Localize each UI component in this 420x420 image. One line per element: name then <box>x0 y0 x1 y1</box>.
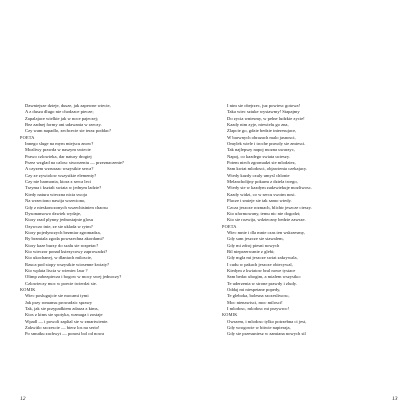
verse-line: Czy ze zywiolow wszystkie elementy? <box>25 172 97 178</box>
verse-line: Kto sie rozwija, wdzieczny bedzie zawsze. <box>227 217 306 223</box>
verse-line: Kto ukochanej, w dlaniach miloscie, <box>25 255 93 261</box>
verse-line: Te gleboka, bolesna szczesliwosc, <box>227 293 290 299</box>
right-page <box>222 103 402 338</box>
verse-line: Moc nienawisci, moc milosci! <box>227 299 283 305</box>
verse-line: Gdy wrogowie w bitwie napieraja, <box>227 325 291 331</box>
verse-line: Wiec mnie i dla mnie czas ten wskrzesmy, <box>227 229 305 235</box>
verse-line: Sam bedac ubogim, a mialem wszystko: <box>227 274 301 280</box>
speaker-name: POETA <box>222 223 237 229</box>
verse-line: Ktory rzad plynny jednostajnie glosu <box>25 217 94 223</box>
verse-line: Rzuca pod stopy wszystkie wiosenne kwiaty? <box>25 261 110 267</box>
verse-line: Olimp zabezpiecza i bogow w mocy swej jednoczy? <box>25 274 122 280</box>
verse-line: Wiec poslugujcie sie mocami tymi <box>25 293 89 299</box>
verse-line: Czlowieczy moc w poecie twierdzi sie. <box>25 280 97 286</box>
verse-line: Zlapcie go, gdzie bedzie interesujace, <box>227 128 297 134</box>
verse-line: Owszem, i mlodosc tylko potrzebna ci jest, <box>227 318 307 324</box>
verse-line: Kiedym z kwiatow bral nowe tysiace <box>227 267 296 273</box>
verse-line: Jak przy romansu prowadzic sprawy <box>25 299 93 305</box>
verse-line: Omylek wiele i troche prawdy sie zmiesci. <box>227 141 306 147</box>
verse-line: Zapalajace wielkie jak w noce pajeczej; <box>25 115 99 121</box>
verse-line: Gdy z nieskonczonych wszechistnien chaosu <box>25 204 108 210</box>
verse-line: Zakwitlo szczescie — bierz los na serio! <box>25 325 100 331</box>
verse-line: Gdy mi zdroj piesni nowych <box>227 242 280 248</box>
verse-line: Oddaj mi niespetane popedy, <box>227 286 281 292</box>
verse-line: I nim sie obejrzec, juz powiesc gotowa! <box>227 103 301 108</box>
verse-line: Wtedy kazdy czuly umysl chlonie <box>227 172 290 178</box>
verse-line: W barwnych obrazach malo jasnosci, <box>227 134 296 140</box>
verse-line: Kto wieczor ponad ksiezycowy zaprowadzi? <box>25 248 108 254</box>
verse-line: Bez zadnej formy ani udawania w rzeczy. <box>25 122 102 128</box>
verse-line: Gdy mgla mi jeszcze swiat zakrywala, <box>227 255 298 261</box>
verse-line: Wtedy sie w kazdym zadzwiekuje mozliwosc. <box>227 185 312 191</box>
verse-line: Kiedy natura wieczna nicia swoja <box>25 191 87 197</box>
verse-line: Tak, jak sie przypadkiem zdarza z kims, <box>25 306 99 311</box>
verse-line: Ktory kaze burzy do szalu sie rozpetac? <box>25 242 99 248</box>
verse-line: Przez wzglad na calosc stworzeniu — przeznaczenie? <box>25 160 124 166</box>
verse-line: Wpadl — i powoli zapltal sie w zmartwienie. <box>25 318 109 324</box>
verse-line: Kto uformowany, temu nic nie dogodzi; <box>227 210 301 216</box>
verse-line: Kto wplata liscia w wieniec laur ? <box>25 267 88 273</box>
verse-line: Gdy sie przesuniesz w zamiana nowych sil <box>227 331 306 337</box>
verse-line: Trzyma i ksztalt swiata w jednym ladzie? <box>25 185 102 191</box>
verse-line: Ktos z kims sie spotyka, wzmaga i zostaje <box>25 312 103 318</box>
verse-line: A czyzem wzruszac wszystkie serca? <box>25 166 94 172</box>
verse-line: I mlodosc, mlodosc mi przywroc! <box>227 306 290 311</box>
verse-line: Czy wam napadlo, zechcecie sie teraz poddac? <box>25 128 112 134</box>
verse-line: Placze i smieje sie tak samo wtedy. <box>227 198 292 204</box>
verse-line: I cudu w pakach jeszcze obiecywal, <box>227 261 293 267</box>
verse-line: Ozywczo tnie, ze sie uklada w rytm? <box>25 223 93 229</box>
verse-line: Innego sluge na mym miejscu znow? <box>25 141 94 147</box>
verse-line: Dysonansowo dzwiek wydaje, <box>25 210 82 216</box>
verse-line: Czcza jeszcze rozmach, blichtr jeszcze cieszy. <box>227 204 312 210</box>
verse-line: Bil nieprzerwanie z glebi; <box>227 248 275 254</box>
verse-line: Kazdy nim zyje, niewielu go zna, <box>227 122 289 128</box>
verse-line: A z dusza dlugo nie chodzace piecze; <box>25 109 94 115</box>
left-page-number: 12 <box>20 396 26 402</box>
verse-line: Czy nie harmonia, ktora z serca leci <box>25 179 91 185</box>
left-page <box>20 103 200 338</box>
verse-line: Prawo czlowieka, dar natury drogiej <box>25 153 92 159</box>
verse-line: Do zycia wniesmy, w pelne ludzkie zycie! <box>227 115 305 121</box>
verse-line: By brzmiala zgoda powszechna akordami? <box>25 236 104 242</box>
verse-line: Melancholijny pokarm z dziela twego, <box>227 179 298 185</box>
verse-line: Kazdy widzi, co w sercu swoim nosi. <box>227 191 296 197</box>
verse-line: Potem niech zgromadzi sie mlodziez, <box>227 160 296 166</box>
speaker-name: KOMIK <box>222 312 238 318</box>
verse-line: Tak najlepszy napoj mozna uwarzyc, <box>227 147 295 153</box>
verse-line: Te uderzenia w strone prawdy i zludy. <box>227 280 297 286</box>
verse-line: Mozliwy prawda w naszym swiecie <box>25 147 91 153</box>
verse-line: Sam kwiat mlodosci, objawienia czekajacy. <box>227 166 308 172</box>
verse-line: Napoj, co kazdego swiata ucieszy. <box>227 153 290 159</box>
right-page-number: 13 <box>392 396 398 402</box>
verse-line: Taka wiec sztuke wystawmy! Stapajmy <box>227 109 300 115</box>
verse-line: Gdy sam jeszcze sie stawalem, <box>227 236 284 242</box>
speaker-name: POETA <box>20 134 35 140</box>
verse-line: Na wrzeciono nawija wrzeciono, <box>25 198 86 204</box>
verse-line: Po smutku zachwyt — ponosi bol od nowa <box>25 331 104 337</box>
verse-line: Dawniejsze dzieje, dusze, jak zapewne wiecie, <box>25 103 111 108</box>
speaker-name: KOMIK <box>20 286 36 292</box>
verse-line: Ktory pojedynczych bezmiar zgromadza, <box>25 229 101 235</box>
